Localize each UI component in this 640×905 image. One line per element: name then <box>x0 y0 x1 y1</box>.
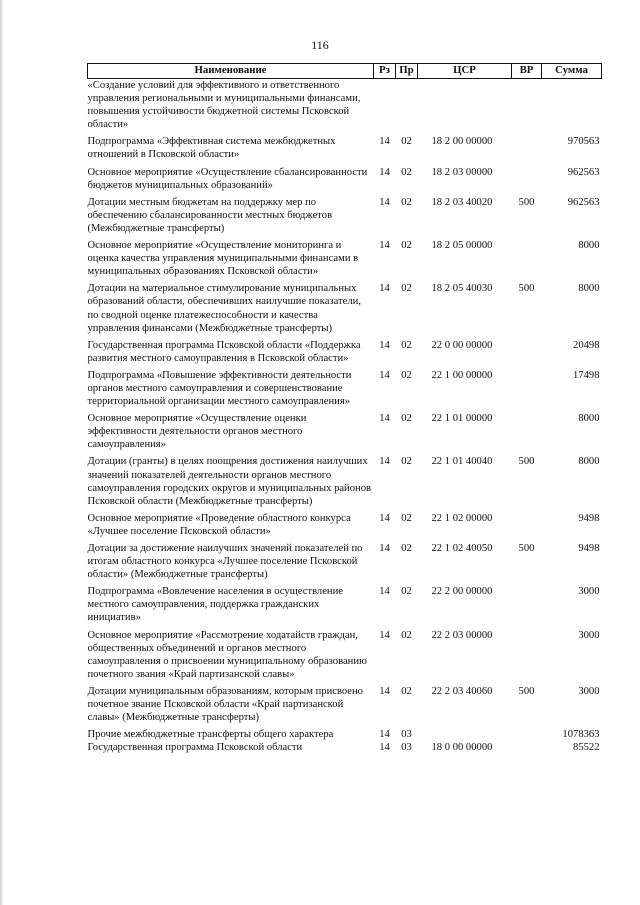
row-name: «Создание условий для эффективного и ответственного управления региональными и муниципальными финансами, повышения устойчивости бюджетной системы Псковской области» <box>87 80 361 131</box>
table-row <box>88 135 602 165</box>
row-name: Дотации (гранты) в целях поощрения достижения наилучших значений показателей деятельности органов местного самоуправления городских округов и муниципальных районов Псковской области (Межбюджетные трансферты) <box>87 456 371 507</box>
row-rz: 14 <box>379 136 390 148</box>
row-pr: 02 <box>401 413 412 425</box>
row-csr: 22 1 00 00000 <box>431 369 493 381</box>
row-rz: 14 <box>379 240 390 252</box>
row-rz: 14 <box>379 369 390 381</box>
row-vr <box>512 239 542 282</box>
row-vr: 500 <box>518 685 535 697</box>
row-name: Прочие межбюджетные трансферты общего характера <box>87 729 334 741</box>
row-pr <box>396 79 418 136</box>
row-sum: 17498 <box>573 369 600 381</box>
row-name: Подпрограмма «Вовлечение населения в осуществление местного самоуправления, поддержка гражданских инициатив» <box>87 586 343 624</box>
row-sum: 3000 <box>578 586 600 598</box>
header-name: Наименование <box>88 64 374 79</box>
row-sum: 8000 <box>578 283 600 295</box>
row-vr: 500 <box>518 543 535 554</box>
row-rz: 14 <box>379 456 390 468</box>
table-row <box>88 196 602 239</box>
row-sum: 85522 <box>573 742 600 754</box>
row-name: Основное мероприятие «Осуществление оценки эффективности деятельности органов местного самоуправления» <box>87 413 307 451</box>
row-vr <box>512 585 542 628</box>
row-pr: 03 <box>401 742 412 754</box>
row-sum: 9498 <box>578 512 600 524</box>
table-row <box>88 728 602 741</box>
header-csr: ЦСР <box>418 64 512 79</box>
row-sum: 8000 <box>578 413 600 425</box>
row-sum: 1078363 <box>562 729 600 741</box>
row-sum: 20498 <box>573 339 600 351</box>
table-row <box>88 542 602 585</box>
table-row <box>88 741 602 758</box>
row-vr <box>512 339 542 369</box>
table-row <box>88 455 602 511</box>
row-vr <box>512 369 542 412</box>
row-csr: 22 1 02 40050 <box>431 543 493 554</box>
table-row <box>88 239 602 282</box>
row-pr: 02 <box>401 339 412 351</box>
row-vr: 500 <box>518 196 535 208</box>
page-number: 116 <box>311 38 329 52</box>
row-vr <box>512 512 542 542</box>
row-rz: 14 <box>379 512 390 524</box>
row-name: Государственная программа Псковской области «Поддержка развития местного самоуправления в Псковской области» <box>87 339 361 364</box>
row-sum: 9498 <box>578 543 600 554</box>
row-name: Подпрограмма «Эффективная система межбюджетных отношений в Псковской области» <box>87 136 336 161</box>
row-name: Дотации за достижение наилучших значений показателей по итогам областного конкурса «Лучшее поселение Псковской области» (Межбюджетные трансферты) <box>87 543 363 581</box>
row-pr: 02 <box>401 512 412 524</box>
row-name: Дотации местным бюджетам на поддержку мер по обеспечению сбалансированности местных бюджетов (Межбюджетные трансферты) <box>87 196 333 234</box>
row-pr: 02 <box>401 685 412 697</box>
row-pr: 02 <box>401 240 412 252</box>
row-rz: 14 <box>379 685 390 697</box>
budget-table <box>87 63 602 758</box>
row-csr: 22 1 01 40040 <box>431 456 493 468</box>
header-vr: ВР <box>512 64 542 79</box>
table-row <box>88 369 602 412</box>
row-pr: 03 <box>401 729 412 741</box>
table-row <box>88 585 602 628</box>
row-name: Основное мероприятие «Проведение областного конкурса «Лучшее поселение Псковской области» <box>87 512 351 537</box>
row-csr: 22 1 01 00000 <box>431 413 493 425</box>
row-csr: 22 2 03 40060 <box>431 685 493 697</box>
table-row <box>88 282 602 338</box>
row-rz: 14 <box>379 196 390 208</box>
row-name: Дотации муниципальным образованиям, которым присвоено почетное звание Псковской области «Край партизанской славы» (Межбюджетные трансферты) <box>87 685 363 724</box>
row-csr: 22 0 00 00000 <box>431 339 493 351</box>
row-csr: 18 2 05 00000 <box>431 240 493 252</box>
row-pr: 02 <box>401 543 412 554</box>
row-name: Подпрограмма «Повышение эффективности деятельности органов местного самоуправления и совершенствование территориальной организации местного самоуправления» <box>87 369 352 408</box>
table-row <box>88 79 602 136</box>
row-csr: 22 2 00 00000 <box>431 586 493 598</box>
row-csr: 18 2 05 40030 <box>431 283 493 295</box>
row-csr <box>418 79 512 136</box>
table-row <box>88 685 602 728</box>
row-vr <box>512 741 542 758</box>
row-rz: 14 <box>379 586 390 598</box>
row-name: Основное мероприятие «Осуществление сбалансированности бюджетов муниципальных образований» <box>87 166 368 191</box>
row-sum: 3000 <box>578 685 600 697</box>
row-csr: 18 2 00 00000 <box>431 136 493 148</box>
row-rz: 14 <box>379 629 390 641</box>
table-row <box>88 512 602 542</box>
row-vr <box>512 166 542 196</box>
row-vr <box>512 79 542 136</box>
table-header-row <box>88 64 602 79</box>
row-vr <box>512 135 542 165</box>
row-sum: 8000 <box>578 240 600 252</box>
row-sum: 8000 <box>578 456 600 468</box>
header-rz: Рз <box>374 64 396 79</box>
row-rz: 14 <box>379 166 390 178</box>
row-rz <box>374 79 396 136</box>
row-name: Основное мероприятие «Осуществление мониторинга и оценка качества управления муниципальными финансами в муниципальных образованиях Псковской области» <box>87 240 359 278</box>
row-pr: 02 <box>401 629 412 641</box>
row-pr: 02 <box>401 586 412 598</box>
table-row <box>88 412 602 455</box>
row-vr: 500 <box>518 283 535 295</box>
row-vr: 500 <box>518 456 535 468</box>
header-sum: Сумма <box>542 64 602 79</box>
row-sum: 962563 <box>567 166 600 178</box>
row-vr <box>512 412 542 455</box>
row-pr: 02 <box>401 196 412 208</box>
row-rz: 14 <box>379 283 390 295</box>
scan-edge <box>0 0 4 905</box>
table-row <box>88 629 602 685</box>
row-pr: 02 <box>401 136 412 148</box>
row-name: Основное мероприятие «Рассмотрение ходатайств граждан, общественных объединений и органов местного самоуправления о присвоении муниципальному образованию почетного звания «Край партизанской славы» <box>87 629 367 680</box>
row-rz: 14 <box>379 339 390 351</box>
row-csr: 22 1 02 00000 <box>431 512 493 524</box>
row-name: Дотации на материальное стимулирование муниципальных образований области, обеспечивших наилучшие показатели, по сводной оценке платежеспособности и качества управления финансами (Межбюджетные трансферты) <box>87 283 361 334</box>
row-name: Государственная программа Псковской области <box>87 742 303 754</box>
row-csr: 22 2 03 00000 <box>431 629 493 641</box>
table-row <box>88 166 602 196</box>
row-csr: 18 0 00 00000 <box>431 742 493 754</box>
row-rz: 14 <box>379 742 390 754</box>
row-rz: 14 <box>379 413 390 425</box>
row-rz: 14 <box>379 543 390 554</box>
table-row <box>88 339 602 369</box>
row-sum <box>542 79 602 136</box>
row-pr: 02 <box>401 369 412 381</box>
row-sum: 970563 <box>567 136 600 148</box>
row-csr: 18 2 03 00000 <box>431 166 493 178</box>
row-sum: 962563 <box>567 196 600 208</box>
header-pr: Пр <box>396 64 418 79</box>
row-vr <box>512 728 542 741</box>
row-csr <box>418 728 512 741</box>
row-csr: 18 2 03 40020 <box>431 196 493 208</box>
row-sum: 3000 <box>578 629 600 641</box>
row-pr: 02 <box>401 166 412 178</box>
row-vr <box>512 629 542 685</box>
row-pr: 02 <box>401 456 412 468</box>
row-pr: 02 <box>401 283 412 295</box>
row-rz: 14 <box>379 729 390 741</box>
